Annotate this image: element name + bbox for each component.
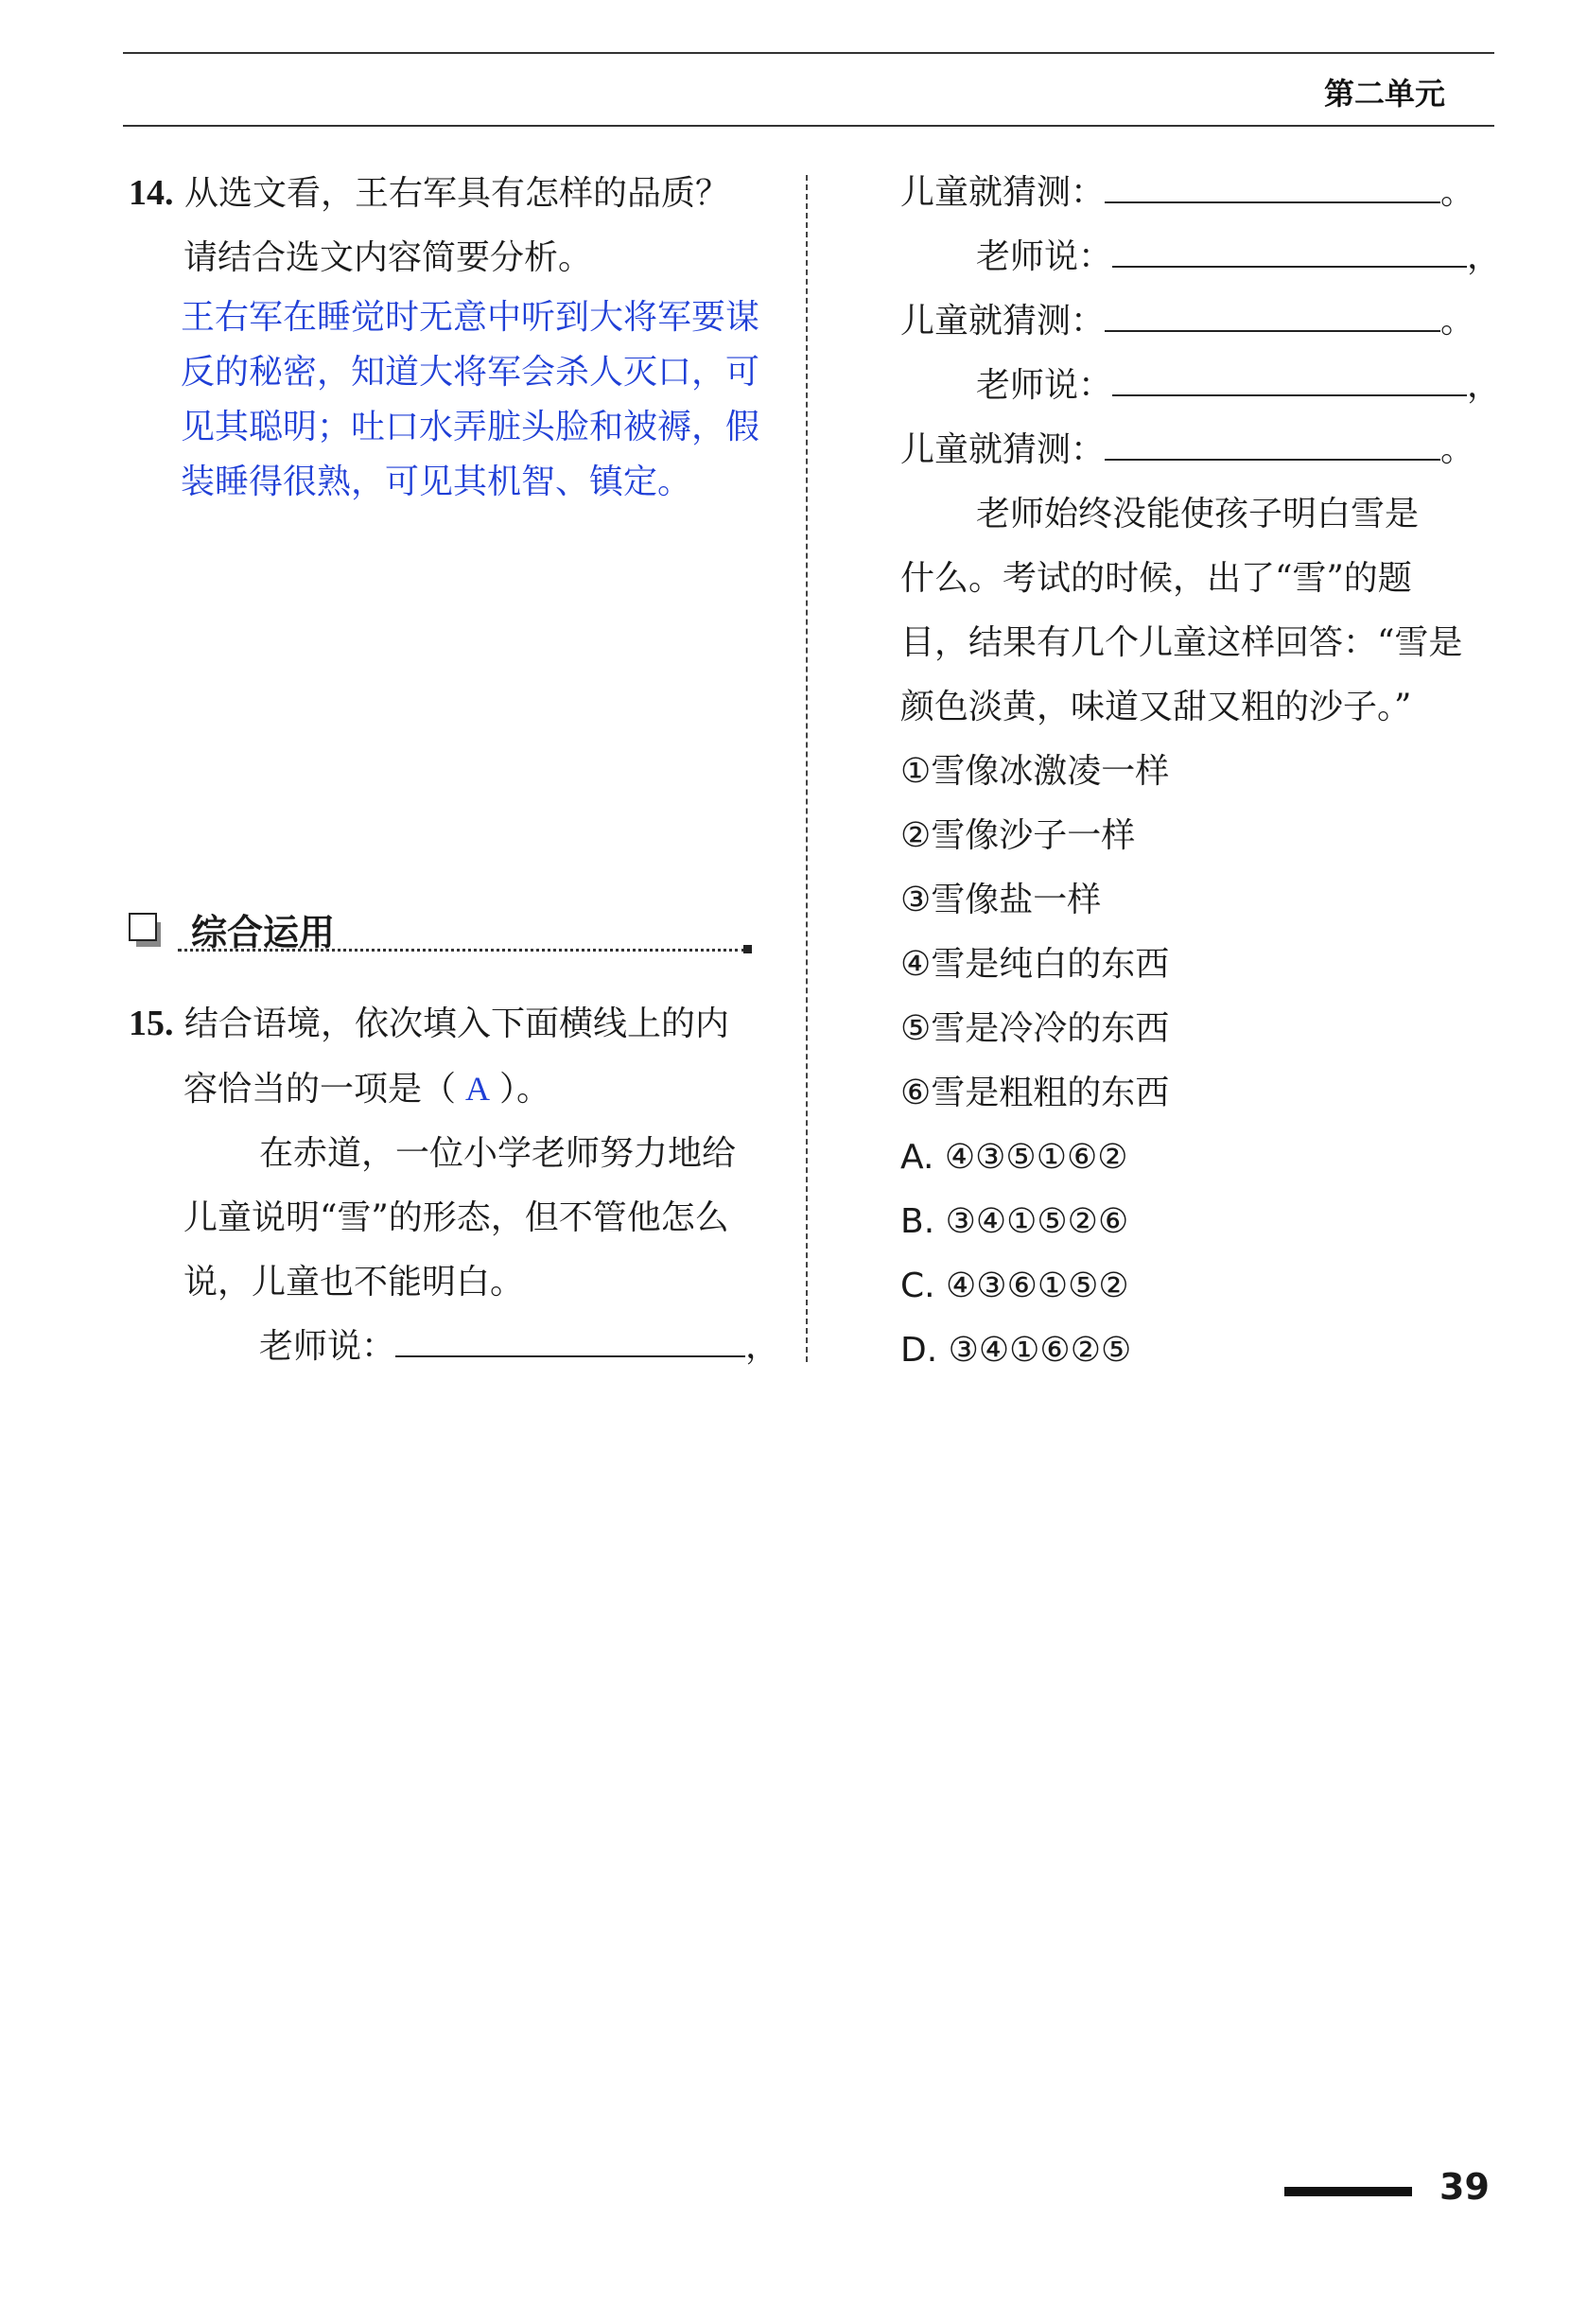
period: 。 — [1440, 173, 1475, 212]
unit-header-title: 第二单元 — [1323, 76, 1445, 112]
right-column — [900, 161, 1502, 1383]
period: 。 — [1440, 302, 1475, 341]
list-item: ④雪是纯白的东西 — [900, 945, 1170, 984]
question-15-text-line2-suffix: ）。 — [499, 1070, 551, 1109]
passage-line-3: 说，儿童也不能明白。 — [183, 1263, 525, 1302]
ending-line-1: 老师始终没能使孩子明白雪是 — [976, 495, 1420, 533]
list-item: ⑥雪是粗粗的东西 — [900, 1074, 1170, 1112]
list-item: ①雪像冰激凌一样 — [900, 752, 1170, 791]
question-15-text-line2-prefix: 容恰当的一项是（ — [183, 1070, 457, 1109]
ending-line-2: 什么。考试的时候，出了“雪”的题 — [900, 559, 1412, 598]
option-b[interactable]: B. ③④①⑤②⑥ — [900, 1202, 1129, 1241]
period: 。 — [1440, 430, 1475, 469]
passage-line-2: 儿童说明“雪”的形态，但不管他怎么 — [183, 1198, 729, 1237]
question-15 — [129, 991, 791, 1379]
list-item: ⑤雪是冷冷的东西 — [900, 1009, 1170, 1048]
comma: ， — [745, 1327, 780, 1366]
question-15-number: 15. — [129, 1004, 174, 1043]
question-14-answer: 王右军在睡觉时无意中听到大将军要谋反的秘密，知道大将军会杀人灭口，可见其聪明；吐口水弄脏头脸和被褥，假装睡得很熟，可见其机智、镇定。 — [181, 298, 760, 501]
ending-line-4: 颜色淡黄，味道又甜又粗的沙子。” — [900, 688, 1412, 726]
question-15-answer: A — [465, 1070, 491, 1108]
page-number: 39 — [1439, 2166, 1490, 2208]
column-divider — [806, 175, 808, 1362]
comma: ， — [1467, 237, 1502, 276]
child-guess-label: 儿童就猜测： — [900, 302, 1106, 341]
fill-blank-2[interactable] — [1105, 173, 1440, 203]
question-15-text-line1: 结合语境，依次填入下面横线上的内 — [183, 1005, 729, 1043]
question-14-number: 14. — [129, 173, 174, 213]
passage-line-1: 在赤道，一位小学老师努力地给 — [259, 1134, 737, 1173]
question-14-text-line2: 请结合选文内容简要分析。 — [183, 238, 593, 277]
teacher-said-label: 老师说： — [976, 366, 1113, 405]
fill-blank-6[interactable] — [1105, 430, 1440, 461]
list-item: ③雪像盐一样 — [900, 881, 1102, 919]
header-bottom-rule — [123, 125, 1494, 127]
question-14 — [129, 161, 781, 510]
child-guess-label: 儿童就猜测： — [900, 430, 1106, 469]
teacher-said-label: 老师说： — [976, 237, 1113, 276]
option-d[interactable]: D. ③④①⑥②⑤ — [900, 1331, 1132, 1370]
page-number-bar — [1284, 2187, 1412, 2196]
section-dotted-line — [178, 949, 745, 952]
section-square-icon — [129, 913, 157, 941]
section-dot-end — [743, 945, 752, 953]
fill-blank-1[interactable] — [395, 1327, 745, 1357]
ending-line-3: 目，结果有几个儿童这样回答：“雪是 — [900, 623, 1463, 662]
header-top-rule — [123, 52, 1494, 54]
comma: ， — [1467, 366, 1502, 405]
option-a[interactable]: A. ④③⑤①⑥② — [900, 1138, 1128, 1177]
fill-blank-3[interactable] — [1112, 237, 1467, 268]
fill-blank-4[interactable] — [1105, 302, 1440, 332]
section-title: 综合运用 — [191, 912, 336, 953]
left-column — [129, 161, 781, 510]
list-item: ②雪像沙子一样 — [900, 816, 1136, 855]
fill-blank-5[interactable] — [1112, 366, 1467, 396]
question-14-text-line1: 从选文看，王右军具有怎样的品质？ — [183, 174, 729, 213]
option-c[interactable]: C. ④③⑥①⑤② — [900, 1267, 1129, 1305]
section-heading — [129, 903, 620, 956]
teacher-said-label: 老师说： — [259, 1327, 396, 1366]
child-guess-label: 儿童就猜测： — [900, 173, 1106, 212]
